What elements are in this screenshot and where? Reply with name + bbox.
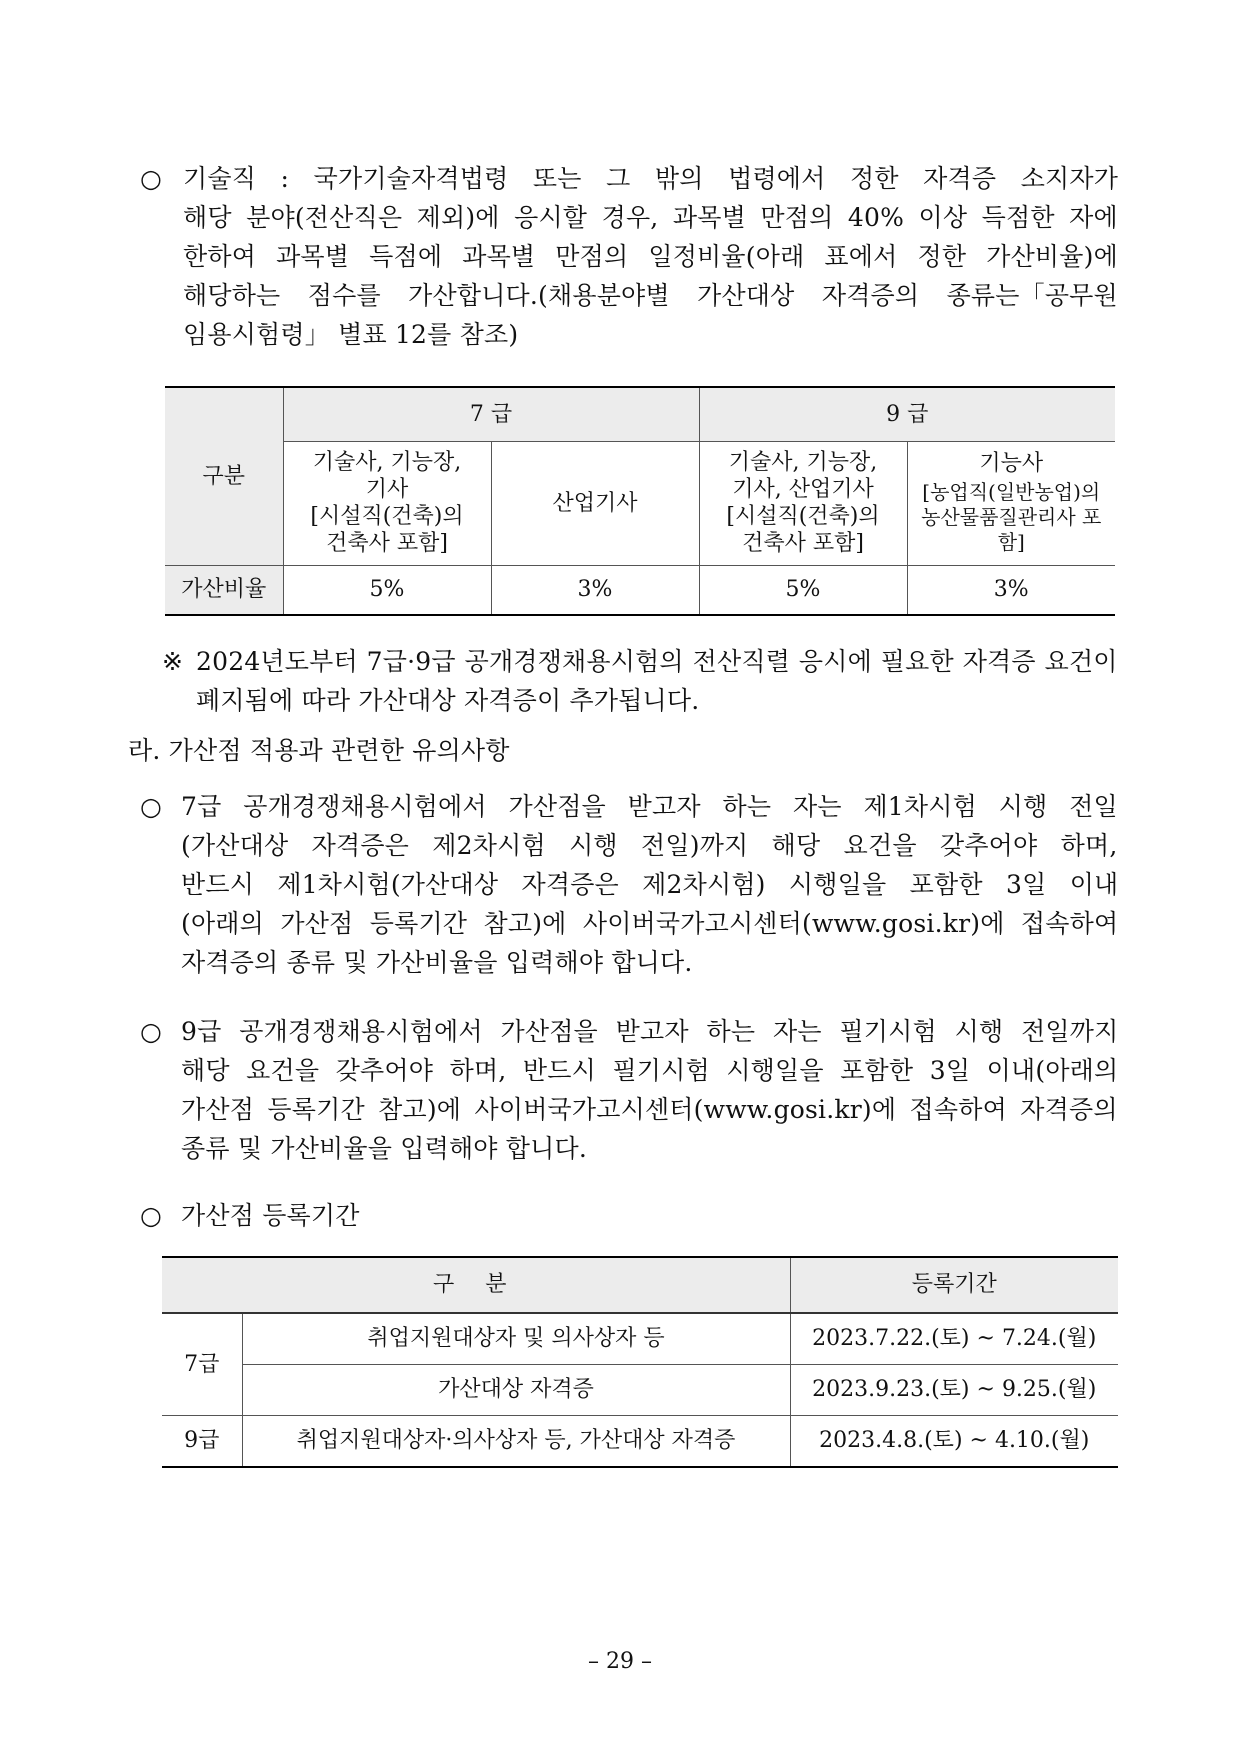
grade-cell: 9급 [162,1416,242,1468]
table-cell [699,441,907,565]
text-line: 9급 공개경쟁채용시험에서 가산점을 받고자 하는 자는 필기시험 시행 전일까지 [181,1017,1119,1046]
rate-cell: 5% [283,565,491,615]
bullet: ○ [140,164,162,193]
text-line: 한하여 과목별 득점에 과목별 만점의 일정비율(아래 표에서 정한 가산비율)에 [183,242,1118,271]
table-cell [907,441,1115,565]
text-line: 해당 요건을 갖추어야 하며, 반드시 필기시험 시행일을 포함한 3일 이내(아래의 [181,1056,1119,1085]
note-paragraph [196,642,1118,720]
text-line: 기술직 : 국가기술자격법령 또는 그 밖의 법령에서 정한 자격증 소지자가 [183,164,1119,193]
bullet: ○ [140,1201,162,1230]
rate-cell: 5% [699,565,907,615]
page-number: – 29 – [588,1649,652,1674]
cell-line: [시설직(건축)의 [726,504,880,529]
note-mark: ※ [162,647,183,676]
bonus-rate-table [165,386,1115,616]
text-line: (아래의 가산점 등록기간 참고)에 사이버국가고시센터(www.gosi.kr)에 접속하여 [181,909,1119,938]
text-line: 해당하는 점수를 가산합니다.(채용분야별 가산대상 자격증의 종류는「공무원 [183,281,1118,310]
rate-cell: 3% [491,565,699,615]
cell-line: 건축사 포함] [742,531,864,556]
cell-line: 기술사, 기능장, [728,450,878,475]
paragraph-registration [181,1196,781,1235]
bullet: ○ [140,1017,162,1046]
period-cell: 2023.4.8.(토) ~ 4.10.(월) [790,1416,1118,1468]
grade-cell: 7급 [162,1313,242,1416]
paragraph-technical [183,159,1118,354]
text-line: 폐지됨에 따라 가산대상 자격증이 추가됩니다. [196,686,700,715]
text-line: 7급 공개경쟁채용시험에서 가산점을 받고자 하는 자는 제1차시험 시행 전일 [181,792,1118,821]
table-cell: 취업지원대상자 및 의사상자 등 [242,1313,790,1365]
cell-line: 기사, 산업기사 [732,477,874,502]
cell-line: 농산물품질관리사 포함] [921,505,1102,554]
section-heading [128,731,1118,770]
cell-line: [시설직(건축)의 [310,504,464,529]
text-line: 종류 및 가산비율을 입력해야 합니다. [181,1134,587,1163]
cell-line: 기능사 [979,451,1044,476]
paragraph-grade9 [181,1012,1118,1168]
table-cell: 가산대상 자격증 [242,1365,790,1416]
text-line: (가산대상 자격증은 제2차시험 시행 전일)까지 해당 요건을 갖추어야 하며, [181,831,1118,860]
bullet: ○ [140,792,162,821]
text-line: 반드시 제1차시험(가산대상 자격증은 제2차시험) 시행일을 포함한 3일 이내 [181,870,1119,899]
header-period: 등록기간 [790,1257,1118,1313]
text-line: 자격증의 종류 및 가산비율을 입력해야 합니다. [181,948,693,977]
grade9-header: 9 급 [699,387,1115,441]
heading-text: 라. 가산점 적용과 관련한 유의사항 [128,736,510,765]
rate-cell: 3% [907,565,1115,615]
paragraph-grade7 [181,787,1118,982]
text-line: 해당 분야(전산직은 제외)에 응시할 경우, 과목별 만점의 40% 이상 득점한 자에 [183,203,1118,232]
cell-line: 기술사, 기능장, [312,450,462,475]
period-cell: 2023.7.22.(토) ~ 7.24.(월) [790,1313,1118,1365]
text-line: 가산점 등록기간 참고)에 사이버국가고시센터(www.gosi.kr)에 접속하여 자격증의 [181,1095,1118,1124]
row-label: 가산비율 [165,565,283,615]
table-cell: 취업지원대상자·의사상자 등, 가산대상 자격증 [242,1416,790,1468]
text-line: 가산점 등록기간 [181,1201,360,1230]
table-cell: 산업기사 [491,441,699,565]
cell-line: 기사 [365,477,409,502]
cell-line: 건축사 포함] [326,531,448,556]
grade7-header: 7 급 [283,387,699,441]
text-line: 2024년도부터 7급·9급 공개경쟁채용시험의 전산직렬 응시에 필요한 자격증 요건이 [196,647,1118,676]
header-category: 구 분 [162,1257,790,1313]
table-corner-cell: 구분 [165,387,283,565]
text-line: 임용시험령」 별표 12를 참조) [183,320,519,349]
table-cell [283,441,491,565]
period-cell: 2023.9.23.(토) ~ 9.25.(월) [790,1365,1118,1416]
registration-period-table [162,1256,1118,1468]
cell-line: [농업직(일반농업)의 [922,480,1101,504]
